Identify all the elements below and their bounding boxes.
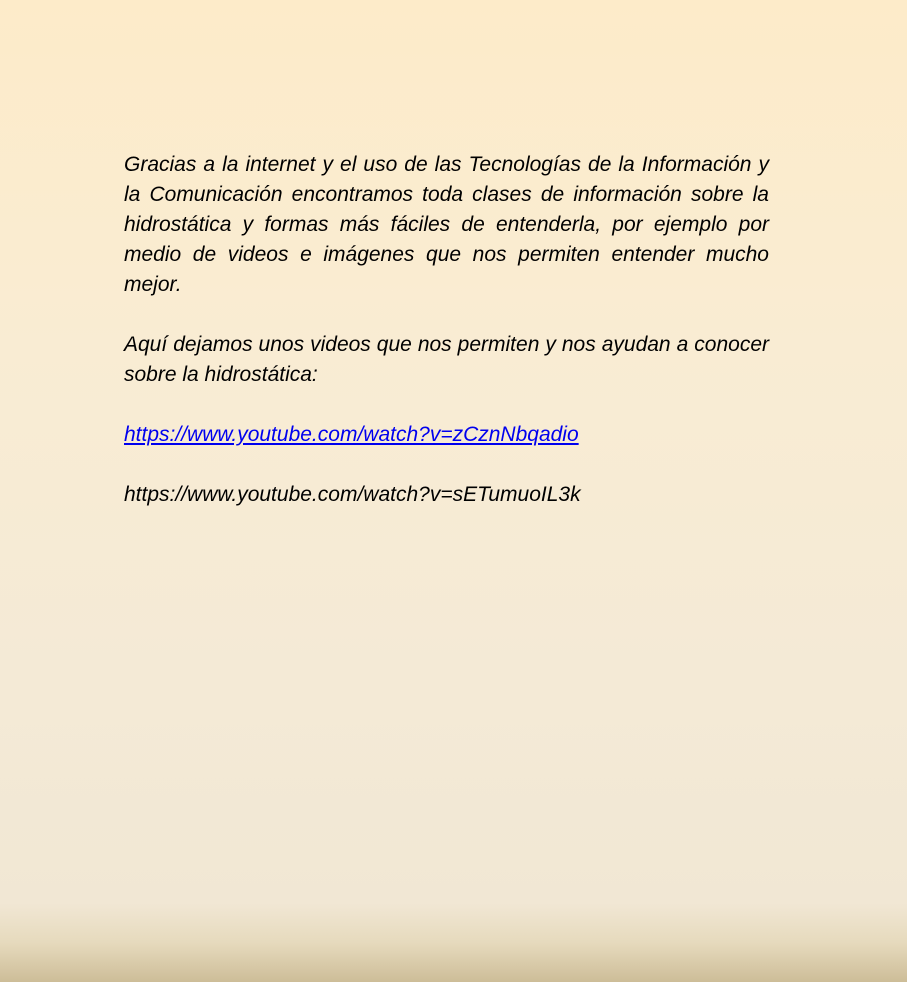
- videos-paragraph: Aquí dejamos unos videos que nos permiten y nos ayudan a conocer sobre la hidrostática:: [124, 333, 769, 386]
- slide-content: [124, 150, 769, 540]
- link-line-1: [124, 420, 769, 450]
- youtube-link-1[interactable]: https://www.youtube.com/watch?v=zCznNbqadio: [124, 423, 579, 446]
- link-line-2: [124, 480, 769, 510]
- youtube-url-2: https://www.youtube.com/watch?v=sETumuoIL3k: [124, 483, 581, 506]
- intro-paragraph: Gracias a la internet y el uso de las Tecnologías de la Información y la Comunicación encontramos toda clases de información sobre la hidrostática y formas más fáciles de entenderla, por ejemplo por medio de videos e imágenes que nos permiten entender mucho mejor.: [124, 153, 769, 296]
